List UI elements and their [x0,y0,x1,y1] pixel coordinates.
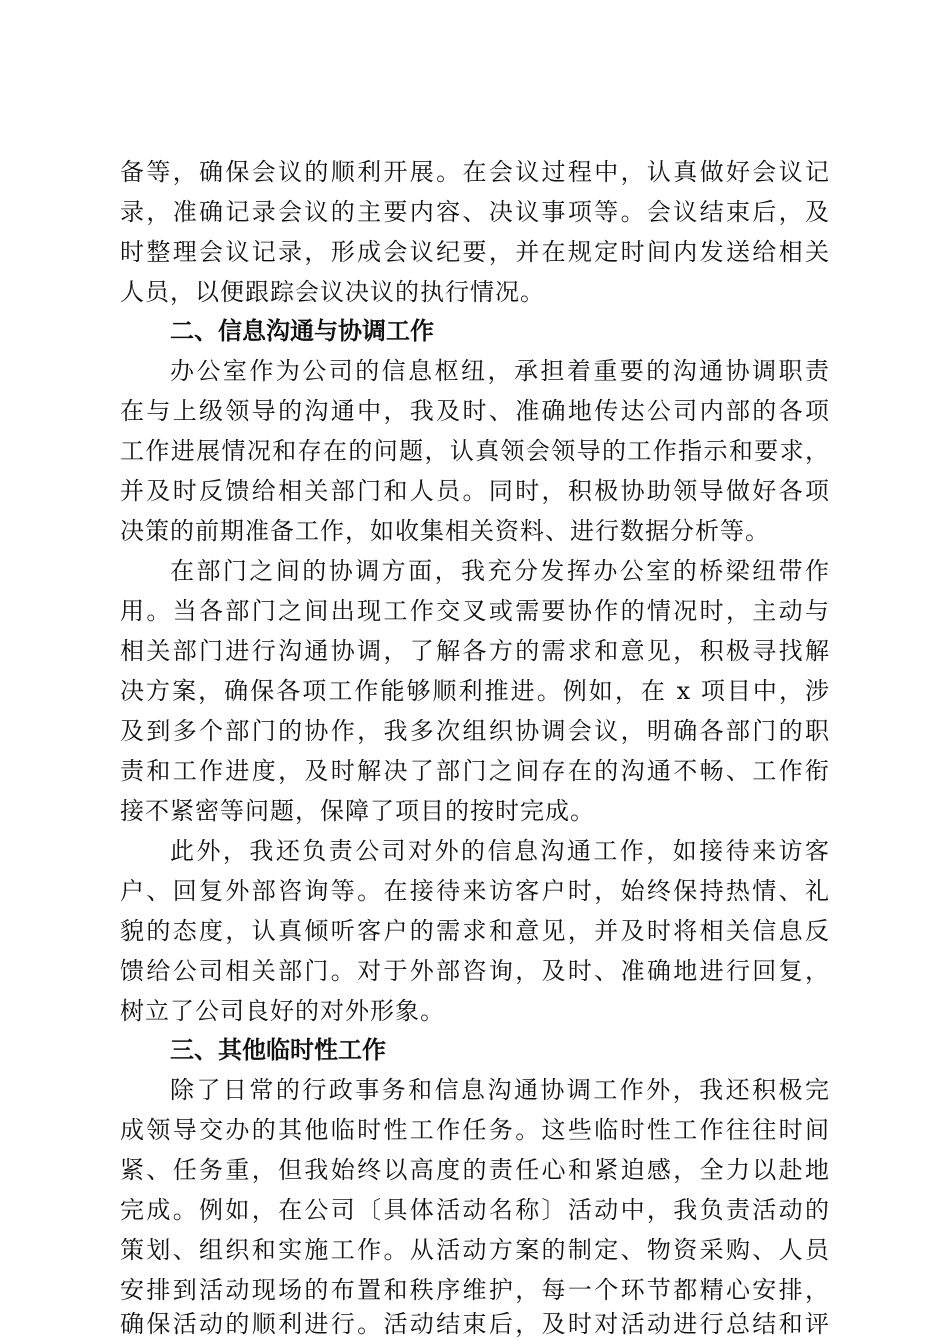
paragraph-line: 决策的前期准备工作，如收集相关资料、进行数据分析等。 [120,517,770,545]
paragraph-line: 貌的态度，认真倾听客户的需求和意见，并及时将相关信息反 [120,917,830,945]
paragraph-line: 安排到活动现场的布置和秩序维护，每一个环节都精心安排， [120,1276,830,1304]
paragraph-line: 策划、组织和实施工作。从活动方案的制定、物资采购、人员 [120,1236,830,1264]
paragraph-line: 树立了公司良好的对外形象。 [120,997,445,1025]
paragraph-line: 人员，以便跟踪会议决议的执行情况。 [120,278,545,306]
section-heading: 二、信息沟通与协调工作 [170,317,434,345]
paragraph-line: 紧、任务重，但我始终以高度的责任心和紧迫感，全力以赴地 [120,1156,830,1184]
paragraph-line: 工作进展情况和存在的问题，认真领会领导的工作指示和要求， [120,437,830,465]
paragraph-line: 除了日常的行政事务和信息沟通协调工作外，我还积极完 [170,1076,830,1104]
paragraph-line: 用。当各部门之间出现工作交叉或需要协作的情况时，主动与 [120,597,830,625]
paragraph-line: 并及时反馈给相关部门和人员。同时，积极协助领导做好各项 [120,477,830,505]
paragraph-line: 责和工作进度，及时解决了部门之间存在的沟通不畅、工作衔 [120,757,830,785]
paragraph-line: 馈给公司相关部门。对于外部咨询，及时、准确地进行回复， [120,957,830,985]
paragraph-line: 录，准确记录会议的主要内容、决议事项等。会议结束后，及 [120,198,830,226]
paragraph-line: 户、回复外部咨询等。在接待来访客户时，始终保持热情、礼 [120,877,830,905]
paragraph-line: 此外，我还负责公司对外的信息沟通工作，如接待来访客 [170,837,830,865]
paragraph-line: 在与上级领导的沟通中，我及时、准确地传达公司内部的各项 [120,397,830,425]
paragraph-line: 办公室作为公司的信息枢纽，承担着重要的沟通协调职责 [170,357,830,385]
paragraph-line: 决方案，确保各项工作能够顺利推进。例如，在 x 项目中，涉 [120,677,830,705]
paragraph-line: 在部门之间的协调方面，我充分发挥办公室的桥梁纽带作 [170,557,830,585]
paragraph-line: 成领导交办的其他临时性工作任务。这些临时性工作往往时间 [120,1116,830,1144]
paragraph-line: 接不紧密等问题，保障了项目的按时完成。 [120,797,595,825]
paragraph-line: 相关部门进行沟通协调，了解各方的需求和意见，积极寻找解 [120,637,830,665]
paragraph-line: 确保活动的顺利进行。活动结束后，及时对活动进行总结和评 [120,1310,830,1338]
paragraph-line: 备等，确保会议的顺利开展。在会议过程中，认真做好会议记 [120,158,830,186]
paragraph-line: 时整理会议记录，形成会议纪要，并在规定时间内发送给相关 [120,238,830,266]
section-heading: 三、其他临时性工作 [170,1036,386,1064]
paragraph-line: 完成。例如，在公司〔具体活动名称〕活动中，我负责活动的 [120,1196,830,1224]
paragraph-line: 及到多个部门的协作，我多次组织协调会议，明确各部门的职 [120,717,830,745]
